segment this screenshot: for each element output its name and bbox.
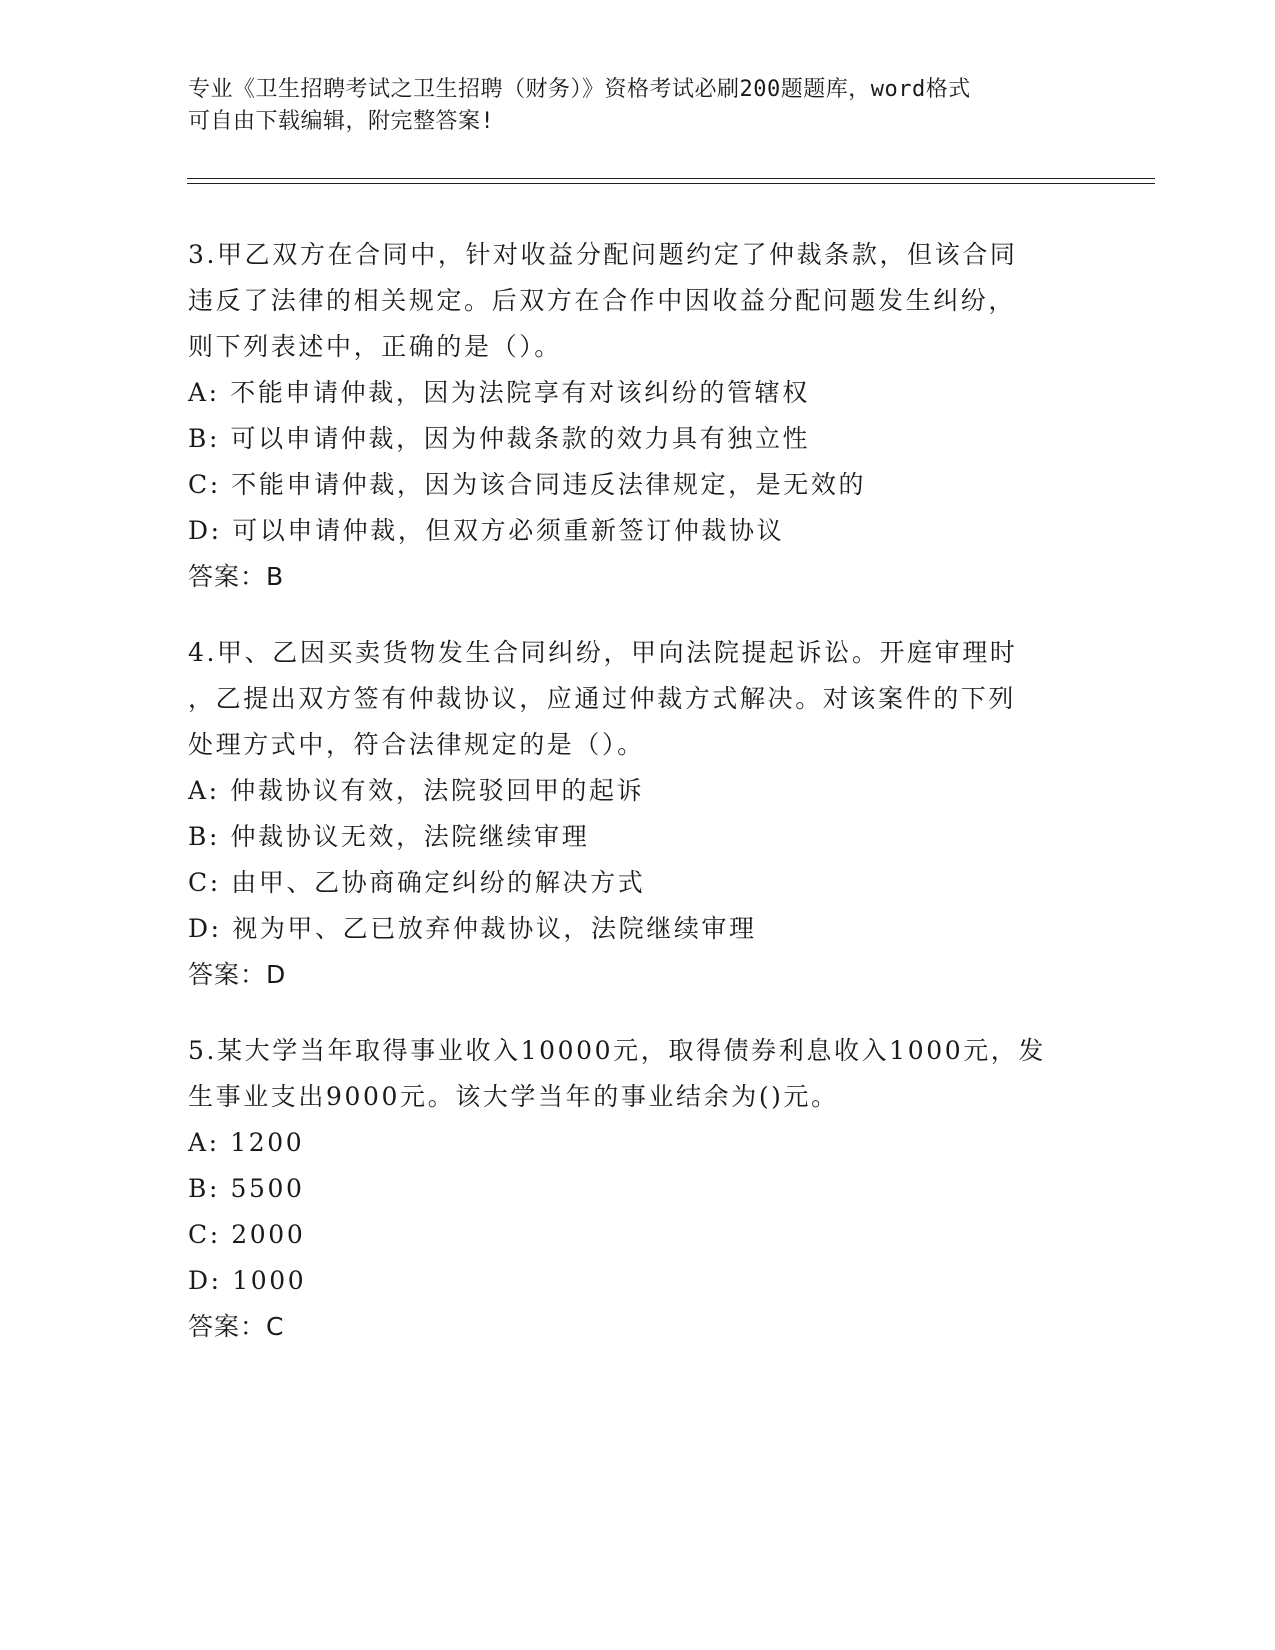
option-a: A: 仲裁协议有效，法院驳回甲的起诉	[188, 776, 645, 805]
answer-line: 答案：B	[188, 562, 285, 591]
question-5	[188, 1028, 1088, 1350]
header-divider	[187, 178, 1155, 184]
header-line: 可自由下载编辑，附完整答案!	[188, 109, 495, 134]
answer-line: 答案：C	[188, 1312, 285, 1341]
option-b: B: 可以申请仲裁，因为仲裁条款的效力具有独立性	[188, 424, 811, 453]
question-stem-line: 5.某大学当年取得事业收入10000元，取得债券利息收入1000元，发	[188, 1036, 1047, 1065]
question-3	[188, 232, 1088, 600]
header-line: 专业《卫生招聘考试之卫生招聘（财务）》资格考试必刷200题题库，word格式	[188, 77, 971, 102]
question-stem-line: 违反了法律的相关规定。后双方在合作中因收益分配问题发生纠纷，	[188, 286, 1017, 315]
question-stem-line: 4.甲、乙因买卖货物发生合同纠纷，甲向法院提起诉讼。开庭审理时	[188, 638, 1018, 667]
option-c: C: 2000	[188, 1220, 306, 1249]
option-a: A: 1200	[188, 1128, 305, 1157]
document-header	[188, 74, 1088, 138]
option-a: A: 不能申请仲裁，因为法院享有对该纠纷的管辖权	[188, 378, 810, 407]
option-d: D: 可以申请仲裁，但双方必须重新签订仲裁协议	[188, 516, 785, 545]
question-stem-line: 则下列表述中，正确的是（）。	[188, 332, 562, 361]
option-c: C: 不能申请仲裁，因为该合同违反法律规定，是无效的	[188, 470, 867, 499]
question-stem-line: ，乙提出双方签有仲裁协议，应通过仲裁方式解决。对该案件的下列	[188, 684, 1017, 713]
option-d: D: 1000	[188, 1266, 307, 1295]
option-c: C: 由甲、乙协商确定纠纷的解决方式	[188, 868, 646, 897]
option-b: B: 5500	[188, 1174, 305, 1203]
question-list	[188, 232, 1088, 1380]
option-b: B: 仲裁协议无效，法院继续审理	[188, 822, 590, 851]
question-stem-line: 处理方式中，符合法律规定的是（）。	[188, 730, 645, 759]
question-stem-line: 生事业支出9000元。该大学当年的事业结余为()元。	[188, 1082, 839, 1111]
question-stem-line: 3.甲乙双方在合同中，针对收益分配问题约定了仲裁条款，但该合同	[188, 240, 1018, 269]
answer-line: 答案：D	[188, 960, 287, 989]
option-d: D: 视为甲、乙已放弃仲裁协议，法院继续审理	[188, 914, 757, 943]
question-4	[188, 630, 1088, 998]
